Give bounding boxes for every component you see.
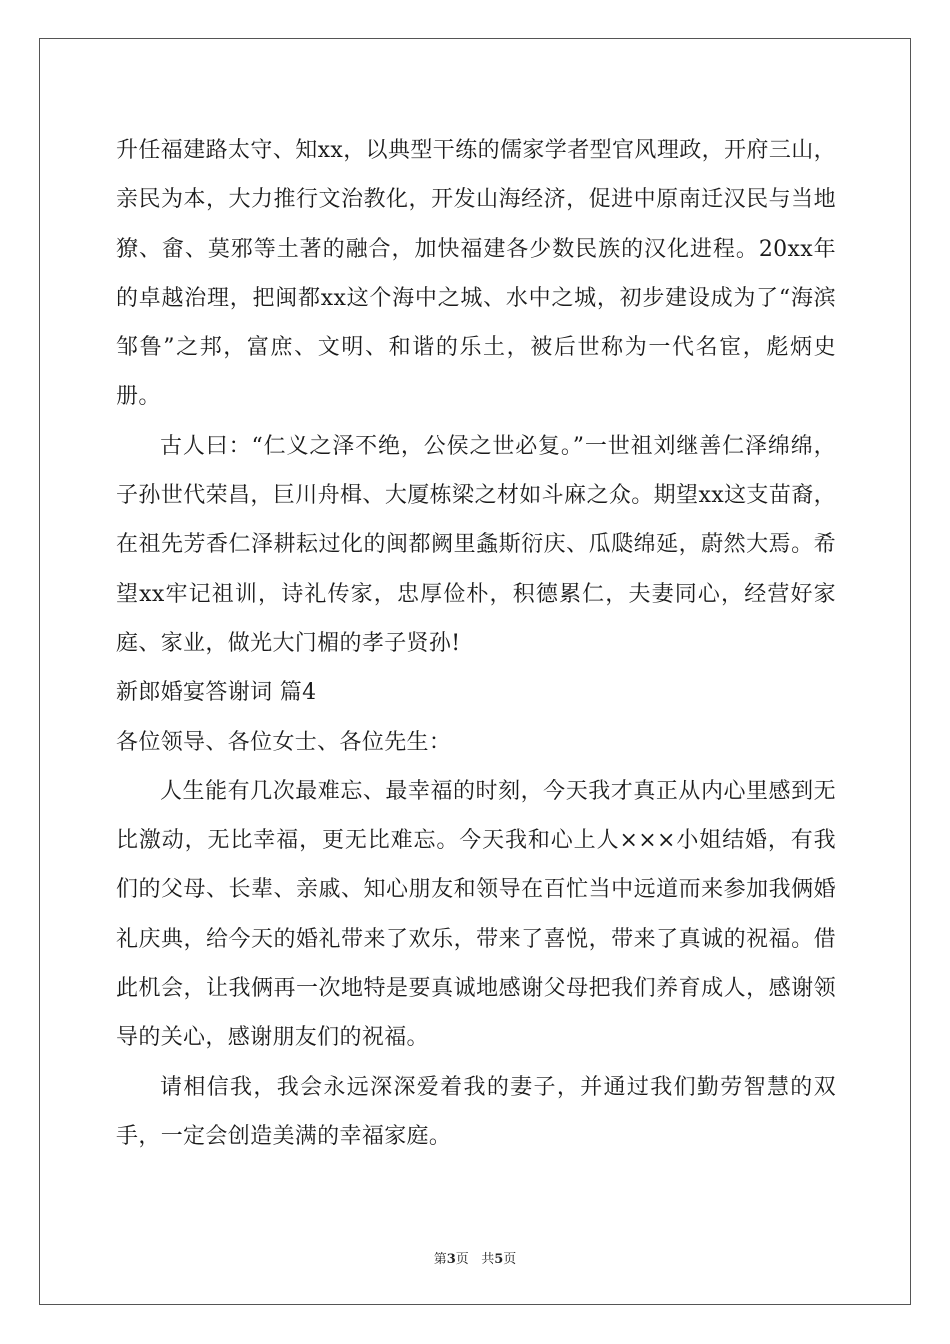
- page-footer: [0, 1248, 950, 1267]
- paragraph-ancestral-wish: 古人曰：“仁义之泽不绝，公侯之世必复。”一世祖刘继善仁泽绵绵，子孙世代荣昌，巨川舟楫、大厦栋梁之材如斗麻之众。期望xx这支苗裔，在祖先芳香仁泽耕耘过化的闽都阙里螽斯衍庆、瓜瓞绵延，蔚然大焉。希望xx牢记祖训，诗礼传家，忠厚俭朴，积德累仁，夫妻同心，经营好家庭、家业，做光大门楣的孝子贤孙!: [116, 433, 836, 656]
- paragraph-history: 升任福建路太守、知xx，以典型干练的儒家学者型官风理政，开府三山，亲民为本，大力推行文治教化，开发山海经济，促进中原南迁汉民与当地獠、畲、莫邪等土著的融合，加快福建各少数民族的汉化进程。20xx年的卓越治理，把闽都xx这个海中之城、水中之城，初步建设成为了“海滨邹鲁”之邦，富庶、文明、和谐的乐土，被后世称为一代名宦，彪炳史册。: [116, 138, 836, 410]
- footer-current-page: 3: [446, 1252, 456, 1267]
- section-title: 新郎婚宴答谢词 篇4: [116, 680, 317, 706]
- speech-paragraph-thanks: 人生能有几次最难忘、最幸福的时刻，今天我才真正从内心里感到无比激动，无比幸福，更无比难忘。今天我和心上人×××小姐结婚，有我们的父母、长辈、亲戚、知心朋友和领导在百忙当中远道而来参加我俩婚礼庆典，给今天的婚礼带来了欢乐，带来了喜悦，带来了真诚的祝福。借此机会，让我俩再一次地特是要真诚地感谢父母把我们养育成人，感谢领导的关心，感谢朋友们的祝福。: [116, 778, 836, 1051]
- footer-total-prefix: 共: [481, 1252, 495, 1267]
- footer-total-label: 页: [503, 1252, 517, 1267]
- footer-page-label: 页: [455, 1252, 469, 1267]
- footer-total-pages: 5: [494, 1252, 504, 1267]
- footer-prefix: 第: [433, 1252, 447, 1267]
- salutation: 各位领导、各位女士、各位先生：: [116, 729, 452, 755]
- document-body: [116, 126, 836, 1161]
- speech-paragraph-promise: 请相信我，我会永远深深爱着我的妻子，并通过我们勤劳智慧的双手，一定会创造美满的幸福家庭。: [116, 1074, 836, 1149]
